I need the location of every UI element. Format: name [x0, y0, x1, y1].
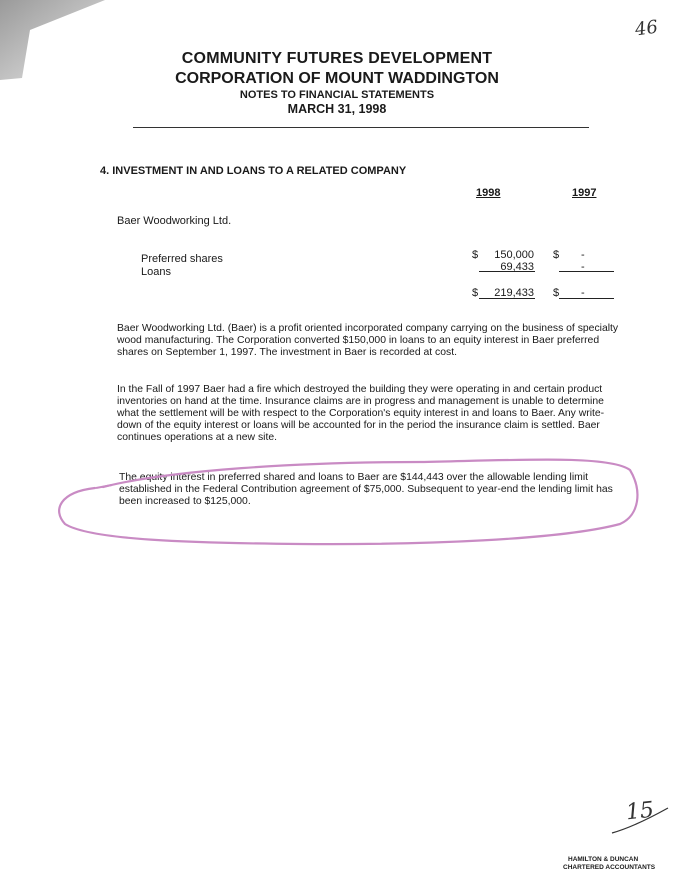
footer-firm-name: HAMILTON & DUNCAN — [568, 856, 639, 863]
header-org-line-2: CORPORATION OF MOUNT WADDINGTON — [175, 70, 499, 87]
paragraph-company-description: Baer Woodworking Ltd. (Baer) is a profit oriented incorporated company carrying on the business of specialty wood manufacturing. The Corporation converted $150,000 in loans to an equity interest in Baer preferred shares on September 1, 1997. The investment in Baer is recorded at cost. — [117, 323, 619, 358]
header-org-line-1: COMMUNITY FUTURES DEVELOPMENT — [181, 50, 493, 67]
row1-dollar-sign: $ — [472, 249, 479, 261]
row-label-preferred-shares: Preferred shares — [141, 253, 223, 265]
header-subtitle: NOTES TO FINANCIAL STATEMENTS — [239, 89, 435, 101]
handwritten-page-number-bottom: 15 — [624, 797, 656, 826]
total-value-1997: - — [581, 287, 585, 299]
column-header-1997: 1997 — [572, 187, 597, 199]
total-dollar-sign-prior: $ — [553, 287, 560, 299]
column-header-1998: 1998 — [476, 187, 501, 199]
paragraph-fire-insurance: In the Fall of 1997 Baer had a fire which destroyed the building they were operating in and certain product inventories on hand at the time. Insurance claims are in progress and management is unable to determine what the settlement will be with respect to the Corporation's equity interest in and loans to Baer. Any write-down of the equity interest or loans will be accounted for in the period the insurance claim is settled. Baer continues operations at a new site. — [117, 384, 605, 443]
section-title: 4. INVESTMENT IN AND LOANS TO A RELATED COMPANY — [100, 165, 407, 177]
handwritten-page-number-top: 46 — [633, 16, 660, 41]
row2-value-1998: 69,433 — [500, 261, 534, 273]
total-dollar-sign: $ — [472, 287, 479, 299]
row1-value-1997: - — [581, 249, 585, 261]
header-date: MARCH 31, 1998 — [287, 102, 387, 116]
row2-value-1997: - — [581, 261, 585, 273]
total-value-1998: 219,433 — [494, 287, 534, 299]
row1-dollar-sign-prior: $ — [553, 249, 560, 261]
row1-value-1998: 150,000 — [494, 249, 534, 261]
row-label-loans: Loans — [141, 266, 171, 278]
company-name: Baer Woodworking Ltd. — [117, 215, 232, 227]
paragraph-lending-limit: The equity interest in preferred shared and loans to Baer are $144,443 over the allowable lending limit established in the Federal Contribution agreement of $75,000. Subsequent to year-end the lending limit has been increased to $125,000. — [119, 472, 613, 507]
footer-firm-designation: CHARTERED ACCOUNTANTS — [563, 864, 656, 871]
